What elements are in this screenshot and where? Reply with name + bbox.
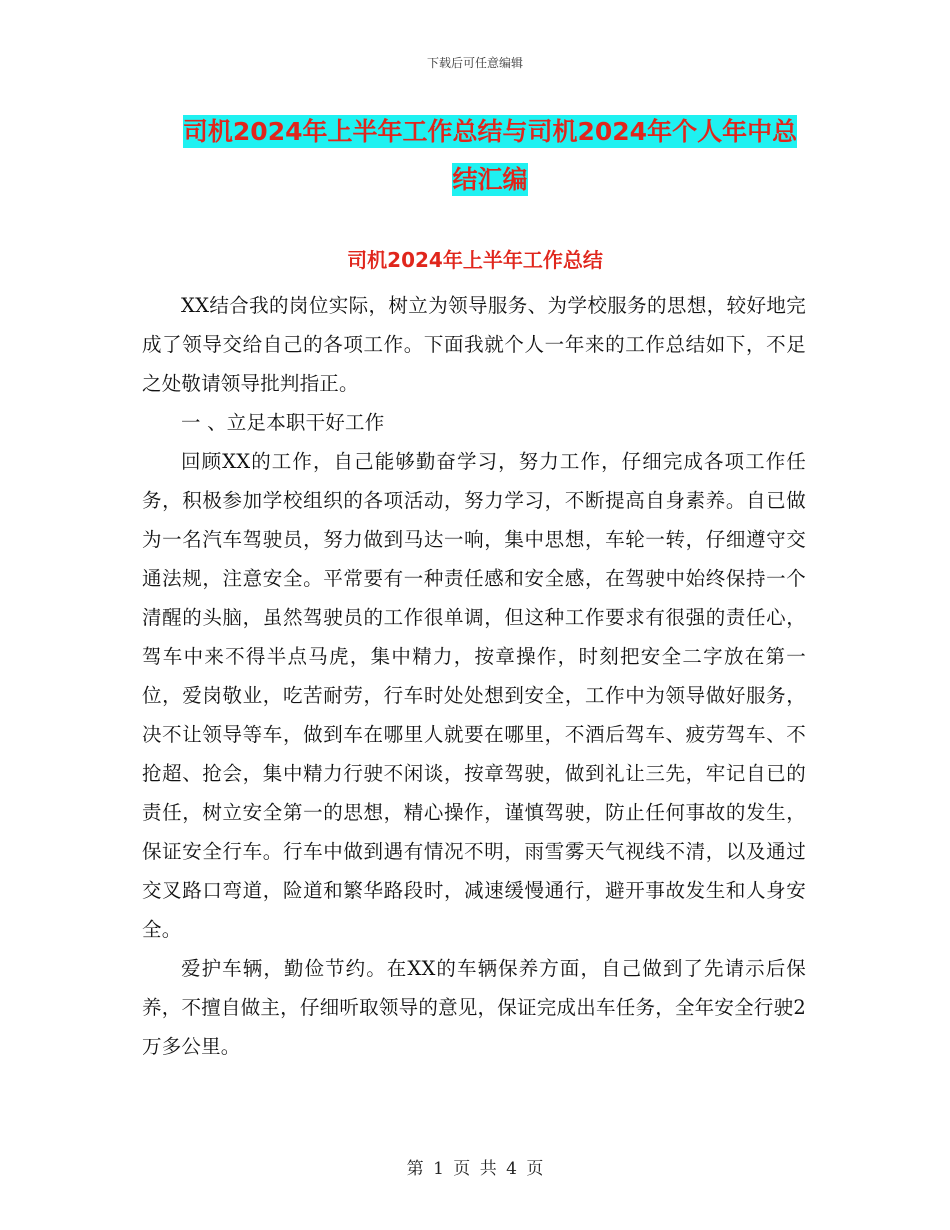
document-title-text: 司机2024年上半年工作总结与司机2024年个人年中总结汇编	[182, 117, 798, 194]
header-note: 下载后可任意编辑	[426, 56, 523, 70]
paragraph-vehicle-care: 爱护车辆，勤俭节约。在XX的车辆保养方面，自己做到了先请示后保养，不擅自做主，仔细听取领导的意见，保证完成出车任务，全年安全行驶2万多公里。	[142, 957, 806, 1058]
paragraph-review: 回顾XX的工作，自己能够勤奋学习，努力工作，仔细完成各项工作任务，积极参加学校组织的各项活动，努力学习，不断提高自身素养。自已做为一名汽车驾驶员，努力做到马达一响，集中思想，车轮一转，仔细遵守交通法规，注意安全。平常要有一种责任感和安全感，在驾驶中始终保持一个清醒的头脑，虽然驾驶员的工作很单调，但这种工作要求有很强的责任心，驾车中来不得半点马虎，集中精力，按章操作，时刻把安全二字放在第一位，爱岗敬业，吃苦耐劳，行车时处处想到安全，工作中为领导做好服务，决不让领导等车，做到车在哪里人就要在哪里，不酒后驾车、疲劳驾车、不抢超、抢会，集中精力行驶不闲谈，按章驾驶，做到礼让三先，牢记自已的责任，树立安全第一的思想，精心操作，谨慎驾驶，防止任何事故的发生，保证安全行车。行车中做到遇有情况不明，雨雪雾天气视线不清，以及通过交叉路口弯道，险道和繁华路段时，减速缓慢通行，避开事故发生和人身安全。	[142, 450, 806, 941]
section-title: 司机2024年上半年工作总结	[347, 248, 603, 272]
paragraph-intro: XX结合我的岗位实际，树立为领导服务、为学校服务的思想，较好地完成了领导交给自己的各项工作。下面我就个人一年来的工作总结如下，不足之处敬请领导批判指正。	[142, 294, 806, 395]
page-footer: 第 1 页 共 4 页	[406, 1159, 544, 1179]
paragraph-heading: 一 、立足本职干好工作	[181, 411, 385, 434]
document-body	[142, 286, 806, 1066]
document-title	[180, 108, 800, 204]
